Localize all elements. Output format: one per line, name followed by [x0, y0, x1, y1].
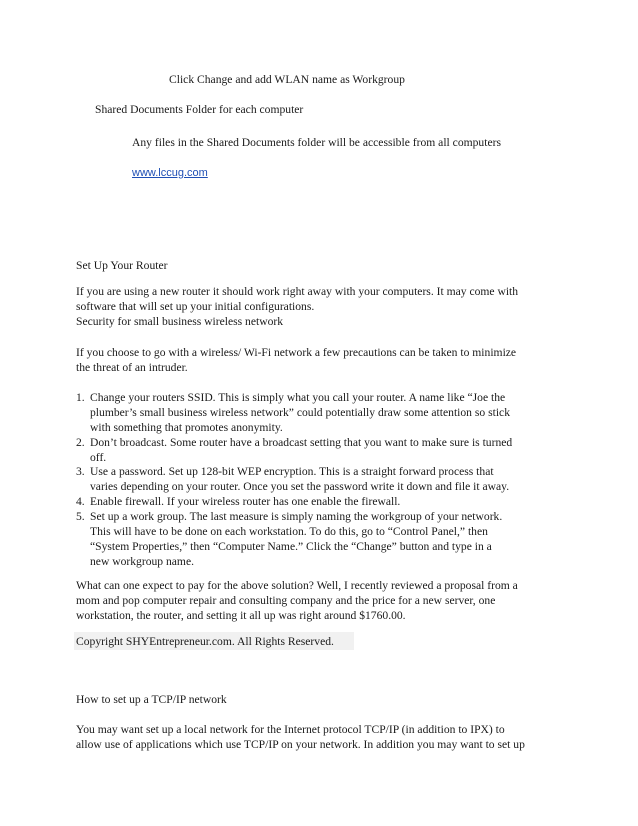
list-number: 4. [76, 495, 85, 508]
list-number: 3. [76, 465, 85, 478]
list-item-line: Don’t broadcast. Some router have a broadcast setting that you want to make sure is turned [90, 436, 513, 449]
list-number: 1. [76, 391, 85, 404]
router-para1-line: Security for small business wireless network [76, 315, 284, 328]
list-item-line: This will have to be done on each workstation. To do this, go to “Control Panel,” then [90, 525, 488, 538]
router-para2-line: If you choose to go with a wireless/ Wi-Fi network a few precautions can be taken to minimize [76, 346, 517, 359]
list-item-line: with something that promotes anonymity. [90, 421, 283, 434]
copyright-text: Copyright SHYEntrepreneur.com. All Rights Reserved. [76, 635, 334, 648]
list-item-line: Set up a work group. The last measure is simply naming the workgroup of your network. [90, 510, 503, 523]
list-item-line: “System Properties,” then “Computer Name.” Click the “Change” button and type in a [90, 540, 492, 553]
shared-documents-line: Shared Documents Folder for each computer [95, 103, 304, 116]
cost-para-line: workstation, the router, and setting it all up was right around $1760.00. [76, 609, 406, 622]
router-heading: Set Up Your Router [76, 259, 168, 272]
shared-documents-note: Any files in the Shared Documents folder will be accessible from all computers [132, 136, 501, 149]
router-para1-line: If you are using a new router it should work right away with your computers. It may come with [76, 285, 519, 298]
tcpip-para-line: You may want set up a local network for the Internet protocol TCP/IP (in addition to IPX) to [76, 723, 505, 736]
router-para2-line: the threat of an intruder. [76, 361, 188, 374]
list-number: 5. [76, 510, 85, 523]
router-para1-line: software that will set up your initial configurations. [76, 300, 315, 313]
cost-para-line: mom and pop computer repair and consulting company and the price for a new server, one [76, 594, 496, 607]
list-item-line: varies depending on your router. Once you set the password write it down and file it away. [90, 480, 510, 493]
list-item-line: Change your routers SSID. This is simply what you call your router. A name like “Joe the [90, 391, 506, 404]
list-number: 2. [76, 436, 85, 449]
tcpip-heading: How to set up a TCP/IP network [76, 693, 227, 706]
list-item-line: plumber’s small business wireless network” could potentially draw some attention so stick [90, 406, 510, 419]
list-item-line: off. [90, 451, 107, 464]
tcpip-para-line: allow use of applications which use TCP/IP on your network. In addition you may want to set up [76, 738, 525, 751]
instruction-workgroup: Click Change and add WLAN name as Workgroup [169, 73, 405, 86]
list-item-line: Use a password. Set up 128-bit WEP encryption. This is a straight forward process that [90, 465, 494, 478]
website-link[interactable]: www.lccug.com [132, 167, 208, 179]
list-item-line: new workgroup name. [90, 555, 194, 568]
list-item-line: Enable firewall. If your wireless router has one enable the firewall. [90, 495, 401, 508]
cost-para-line: What can one expect to pay for the above solution? Well, I recently reviewed a proposal from a [76, 579, 518, 592]
